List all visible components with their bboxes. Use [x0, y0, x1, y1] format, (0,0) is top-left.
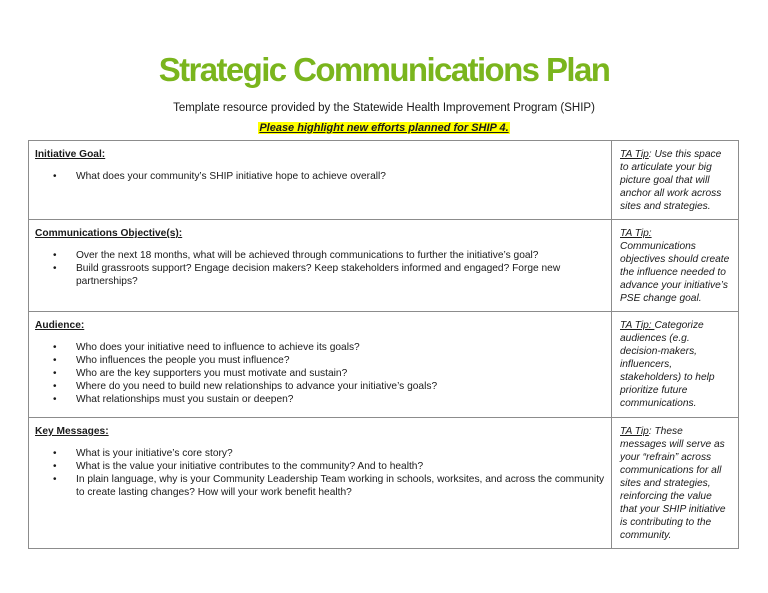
section-heading: Audience: [35, 320, 85, 331]
bullet-item: • What is the value your initiative contributes to the community? And to health? [76, 460, 605, 473]
ta-tip-text: : These messages will serve as your “refrain” across communications for all sites and strategies, reinforcing the value that your SHIP initiative is contributing to the community. [620, 426, 726, 541]
ta-tip-cell [612, 220, 739, 312]
section-heading: Communications Objective(s): [35, 228, 183, 239]
bullet-item: • Who influences the people you must influence? [76, 354, 605, 367]
section-row-communications-objectives [29, 220, 739, 312]
bullet-item: • What does your community’s SHIP initiative hope to achieve overall? [76, 170, 605, 183]
ta-tip-label: TA Tip: [620, 320, 655, 331]
bullet-list [35, 249, 605, 288]
section-content-cell[interactable] [29, 312, 612, 418]
ta-tip-text: : Use this space to articulate your big picture goal that will anchor all work across sites and strategies. [620, 149, 722, 212]
section-row-audience [29, 312, 739, 418]
section-row-key-messages [29, 418, 739, 549]
ta-tip-label: TA Tip [620, 149, 649, 160]
ta-tip-label: TA Tip: [620, 228, 652, 239]
document-title: Strategic Communications Plan [158, 51, 610, 88]
section-content-cell[interactable] [29, 220, 612, 312]
bullet-item: • What is your initiative’s core story? [76, 447, 605, 460]
section-content-cell[interactable] [29, 141, 612, 220]
ta-tip-cell [612, 312, 739, 418]
highlight-note-line [0, 121, 768, 135]
ta-tip-text: Communications objectives should create the influence needed to advance your initiative’s PSE change goal. [620, 241, 730, 304]
bullet-list [35, 341, 605, 406]
bullet-item: • Who does your initiative need to influence to achieve its goals? [76, 341, 605, 354]
plan-table [28, 140, 739, 549]
bullet-item: • Where do you need to build new relationships to advance your initiative’s goals? [76, 380, 605, 393]
section-content-cell[interactable] [29, 418, 612, 549]
highlight-note: Please highlight new efforts planned for SHIP 4. [259, 122, 509, 134]
ta-tip-text: Categorize audiences (e.g. decision-makers, influencers, stakeholders) to help prioritize future communications. [620, 320, 715, 409]
section-heading: Initiative Goal: [35, 149, 106, 160]
bullet-list [35, 447, 605, 499]
bullet-item: • In plain language, why is your Community Leadership Team working in schools, worksites, and across the community to create lasting changes? How will your work benefit health? [76, 473, 605, 499]
section-heading: Key Messages: [35, 426, 109, 437]
bullet-item: • Build grassroots support? Engage decision makers? Keep stakeholders informed and engaged? Forge new partnerships? [76, 262, 605, 288]
bullet-item: • Who are the key supporters you must motivate and sustain? [76, 367, 605, 380]
ta-tip-cell [612, 141, 739, 220]
bullet-item: • What relationships must you sustain or deepen? [76, 393, 605, 406]
bullet-item: • Over the next 18 months, what will be achieved through communications to further the initiative’s goal? [76, 249, 605, 262]
document-subtitle: Template resource provided by the Statewide Health Improvement Program (SHIP) [173, 102, 595, 114]
bullet-list [35, 170, 605, 183]
section-row-initiative-goal [29, 141, 739, 220]
ta-tip-cell [612, 418, 739, 549]
ta-tip-label: TA Tip [620, 426, 649, 437]
